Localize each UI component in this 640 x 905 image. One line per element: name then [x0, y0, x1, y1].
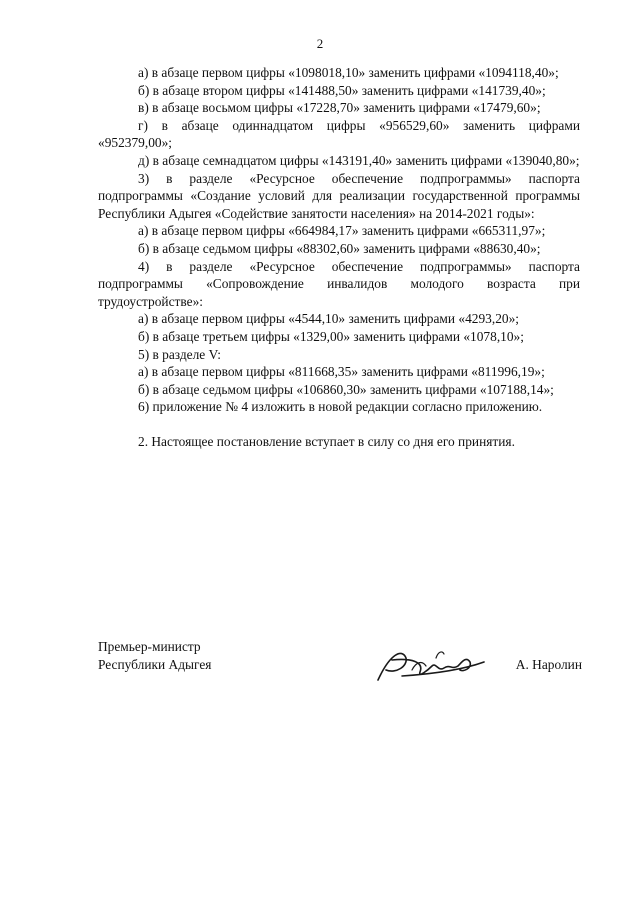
paragraph-1d: д) в абзаце семнадцатом цифры «143191,40» заменить цифрами «139040,80»; [138, 152, 580, 168]
paragraph-5: 5) в разделе V: [138, 346, 221, 362]
paragraph-4a: а) в абзаце первом цифры «4544,10» заменить цифрами «4293,20»; [138, 311, 520, 327]
paragraph-1a: а) в абзаце первом цифры «1098018,10» заменить цифрами «1094118,40»; [138, 65, 559, 80]
paragraph-3a: а) в абзаце первом цифры «664984,17» заменить цифрами «665311,97»; [138, 223, 546, 239]
paragraph-3b: б) в абзаце седьмом цифры «88302,60» заменить цифрами «88630,40»; [138, 240, 541, 256]
paragraph-4b: б) в абзаце третьем цифры «1329,00» заменить цифрами «1078,10»; [138, 328, 524, 344]
paragraph-5b: б) в абзаце седьмом цифры «106860,30» заменить цифрами «107188,14»; [138, 381, 554, 397]
signatory-title-line1: Премьер-министр [98, 639, 201, 654]
signatory-name: А. Наролин [515, 657, 582, 672]
paragraph-6: 6) приложение № 4 изложить в новой редакции согласно приложению. [138, 399, 543, 415]
paragraph-1b: б) в абзаце втором цифры «141488,50» заменить цифрами «141739,40»; [138, 82, 546, 98]
signatory-title [98, 638, 211, 674]
paragraph-3: 3) в разделе «Ресурсное обеспечение подпрограммы» паспорта подпрограммы «Создание условий для реализации государственной программы Республики Адыгея «Содействие занятости населения» на 2014-2021 годы»: [98, 170, 580, 221]
signatory-title-line2: Республики Адыгея [98, 657, 212, 672]
document-body [98, 64, 580, 450]
paragraph-1g: г) в абзаце одиннадцатом цифры «956529,60» заменить цифрами «952379,00»; [98, 117, 580, 151]
page-number: 2 [316, 36, 324, 51]
paragraph-1v: в) в абзаце восьмом цифры «17228,70» заменить цифрами «17479,60»; [138, 100, 541, 116]
paragraph-5a: а) в абзаце первом цифры «811668,35» заменить цифрами «811996,19»; [138, 364, 545, 380]
handwritten-signature-icon [372, 640, 490, 688]
final-clause: 2. Настоящее постановление вступает в силу со дня его принятия. [138, 433, 515, 449]
paragraph-4: 4) в разделе «Ресурсное обеспечение подпрограммы» паспорта подпрограммы «Сопровождение инвалидов молодого возраста при трудоустройстве»: [98, 258, 580, 309]
